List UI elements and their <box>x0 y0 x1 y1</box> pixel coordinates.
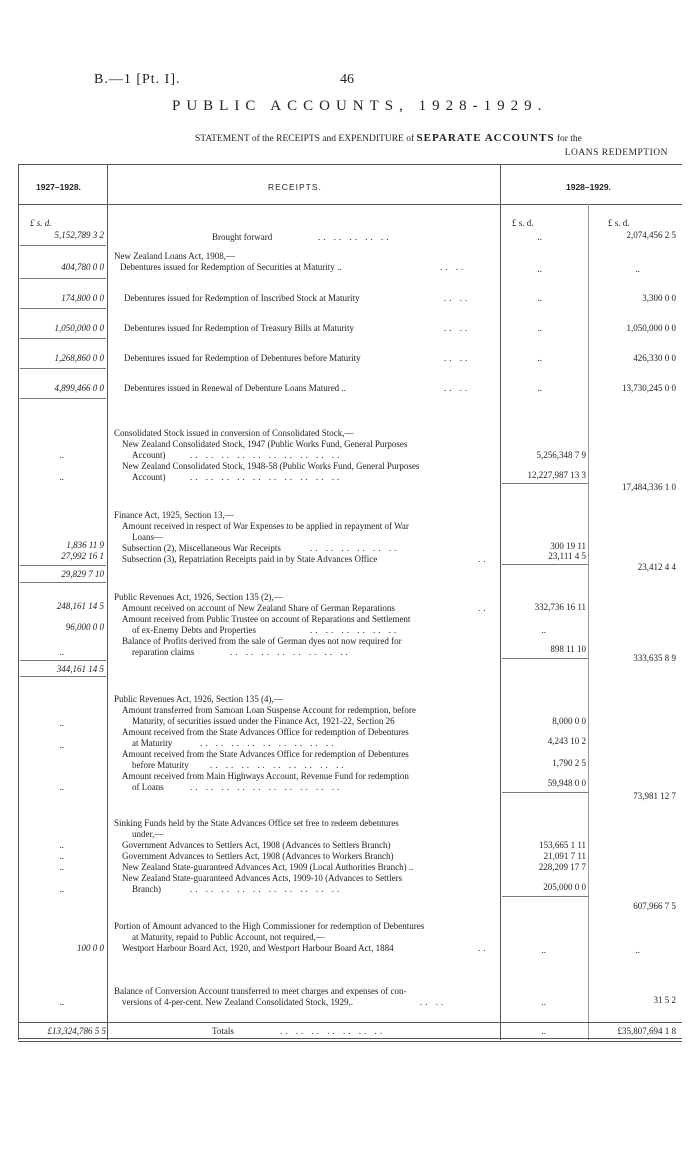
row-label: New Zealand State-guaranteed Advances Acts, 1909-10 (Advances to Settlers <box>122 873 403 883</box>
left-amount: .. <box>59 862 64 872</box>
table-top-rule <box>18 164 682 165</box>
leader-dots: .. .. <box>444 383 471 393</box>
right-amount: 3,300 0 0 <box>642 293 676 303</box>
row-label: of ex-Enemy Debts and Properties <box>132 625 256 635</box>
left-amount: .. <box>59 884 64 894</box>
mid-amount: .. <box>537 383 542 393</box>
section-heading: New Zealand Loans Act, 1908,— <box>114 251 235 261</box>
left-amount: 27,992 16 1 <box>61 551 104 561</box>
mid-amount: 21,091 7 11 <box>543 851 586 861</box>
currency-header-left: £ s. d. <box>30 218 52 228</box>
left-amount: 248,161 14 5 <box>56 601 104 611</box>
right-amount: 31 5 2 <box>653 995 676 1005</box>
row-label: reparation claims <box>132 647 195 657</box>
left-subtotal: 344,161 14 5 <box>56 664 104 674</box>
subtotal-rule <box>502 792 588 793</box>
subtotal-rule <box>502 483 588 484</box>
row-label: Subsection (3), Repatriation Receipts paid in by State Advances Office <box>122 554 378 564</box>
left-amount: .. <box>59 997 64 1007</box>
total-1927-1928: £13,324,786 5 5 <box>47 1026 106 1036</box>
right-amount: 23,412 4 4 <box>637 562 676 572</box>
mid-amount: 5,256,348 7 9 <box>536 450 586 460</box>
row-label: under,— <box>132 829 164 839</box>
right-amount: 13,730,245 0 0 <box>622 383 676 393</box>
left-amount: .. <box>59 647 64 657</box>
page-number: 46 <box>340 72 354 87</box>
left-amount: 174,800 0 0 <box>61 293 104 303</box>
row-label: Account) <box>132 450 166 460</box>
left-amount: 1,050,000 0 0 <box>54 323 104 333</box>
mid-amount: .. <box>537 293 542 303</box>
row-label: Debentures issued for Redemption of Securities at Maturity .. <box>120 262 342 272</box>
table-left-border <box>18 164 19 1040</box>
subtotal-rule <box>502 896 588 897</box>
right-amount: 2,074,456 2 5 <box>626 230 676 240</box>
leader-dots: .. .. .. .. .. .. .. .. <box>230 647 351 657</box>
right-amount: 333,635 8 9 <box>633 653 676 663</box>
left-amount: 96,000 0 0 <box>65 622 104 632</box>
left-amount: 404,780 0 0 <box>61 262 104 272</box>
row-label: Government Advances to Settlers Act, 1908 (Advances to Workers Branch) <box>122 851 394 861</box>
row-label: Balance of Profits derived from the sale of German dyes not now required for <box>122 636 402 646</box>
leader-dots: .. .. <box>444 353 471 363</box>
statement-subtitle <box>195 132 582 144</box>
leader-dots: .. <box>478 603 489 613</box>
mid-amount: .. <box>537 232 542 242</box>
left-amount: .. <box>59 851 64 861</box>
right-amount: 17,484,336 1 0 <box>622 482 676 492</box>
mid-amount: 59,948 0 0 <box>547 778 586 788</box>
leader-dots: .. .. <box>444 293 471 303</box>
row-rule <box>20 398 106 399</box>
subtitle-text-end: for the <box>556 134 582 144</box>
leader-dots: .. <box>478 554 489 564</box>
leader-dots: .. .. .. .. .. .. .. .. .. .. <box>190 884 343 894</box>
document-reference: B.—1 [Pt. I]. <box>94 72 181 87</box>
leader-dots: .. .. .. .. .. .. <box>310 543 400 553</box>
total-1928-1929: £35,807,694 1 8 <box>617 1026 676 1036</box>
leader-dots: .. .. .. .. .. .. .. .. .. <box>210 760 347 770</box>
leader-dots: .. .. .. .. .. .. <box>310 625 400 635</box>
right-amount: 426,330 0 0 <box>633 353 676 363</box>
mid-amount: .. <box>541 945 546 955</box>
row-label: Amount received on account of New Zealand Share of German Reparations <box>122 603 395 613</box>
mid-amount: .. <box>541 1026 546 1036</box>
right-amount: 607,966 7 5 <box>633 901 676 911</box>
column-heading-1928: 1928–1929. <box>566 182 611 192</box>
row-label: versions of 4-per-cent. New Zealand Consolidated Stock, 1929.. <box>122 997 354 1007</box>
mid-amount: 12,227,987 13 3 <box>527 470 586 480</box>
mid-amount: 1,790 2 5 <box>552 758 586 768</box>
row-rule <box>20 582 106 583</box>
account-name: LOANS REDEMPTION <box>564 148 668 158</box>
section-heading: Sinking Funds held by the State Advances Office set free to redeem debentures <box>114 818 399 828</box>
mid-amount: 898 11 10 <box>550 644 586 654</box>
currency-header-right: £ s. d. <box>608 218 630 228</box>
row-label: Balance of Conversion Account transferred to meet charges and expenses of con- <box>114 986 407 996</box>
row-label: at Maturity, repaid to Public Account, not required,— <box>132 932 325 942</box>
subtotal-rule <box>20 660 106 661</box>
row-label: Amount received from Public Trustee on account of Reparations and Settlement <box>122 614 411 624</box>
row-rule <box>20 308 106 309</box>
mid-amount: .. <box>537 264 542 274</box>
row-label: of Loans <box>132 782 164 792</box>
left-amount: .. <box>59 472 64 482</box>
left-amount: .. <box>59 740 64 750</box>
subtitle-text: STATEMENT of the RECEIPTS and EXPENDITURE of <box>195 134 415 144</box>
mid-amount: 23,111 4 5 <box>548 551 586 561</box>
mid-amount: 228,209 17 7 <box>538 862 586 872</box>
section-heading: Consolidated Stock issued in conversion of Consolidated Stock,— <box>114 428 354 438</box>
totals-double-rule <box>18 1041 682 1042</box>
left-amount: .. <box>59 840 64 850</box>
totals-top-rule <box>18 1022 682 1023</box>
row-label: Westport Harbour Board Act, 1920, and Westport Harbour Board Act, 1884 <box>122 943 394 953</box>
row-label: Amount transferred from Samoan Loan Suspense Account for redemption, before <box>122 705 416 715</box>
row-rule <box>20 278 106 279</box>
left-subtotal: 29,829 7 10 <box>61 569 104 579</box>
right-amount: .. <box>635 945 640 955</box>
row-label: Maturity, of securities issued under the Finance Act, 1921-22, Section 26 <box>132 716 395 726</box>
leader-dots: .. .. .. .. .. .. .. .. .. <box>200 738 337 748</box>
column-heading-1927: 1927–1928. <box>36 182 81 192</box>
row-label: Amount received from Main Highways Account, Revenue Fund for redemption <box>122 771 409 781</box>
subtitle-bold: SEPARATE ACCOUNTS <box>416 132 555 144</box>
row-label: Amount received in respect of War Expenses to be applied in repayment of War <box>122 521 409 531</box>
mid-amount: 332,736 16 11 <box>534 602 586 612</box>
leader-dots: .. .. .. .. .. <box>318 232 392 242</box>
right-amount: 1,050,000 0 0 <box>626 323 676 333</box>
column-heading-receipts: RECEIPTS. <box>268 182 322 192</box>
row-label: at Maturity <box>132 738 173 748</box>
left-amount: 5,152,789 3 2 <box>54 230 104 240</box>
leader-dots: .. <box>478 943 489 953</box>
row-label: Debentures issued for Redemption of Inscribed Stock at Maturity <box>124 293 360 303</box>
row-label: Loans— <box>132 532 163 542</box>
currency-header-mid: £ s. d. <box>512 218 534 228</box>
row-label: Amount received from the State Advances Office for redemption of Debentures <box>122 749 409 759</box>
row-label: Account) <box>132 472 166 482</box>
row-rule <box>20 338 106 339</box>
mid-amount: 300 19 11 <box>550 541 586 551</box>
column-divider-right <box>500 164 501 1040</box>
row-rule <box>20 676 106 677</box>
leader-dots: .. .. .. .. .. .. .. .. .. .. <box>190 472 343 482</box>
row-label: Debentures issued for Redemption of Treasury Bills at Maturity <box>124 323 354 333</box>
row-label: before Maturity <box>132 760 189 770</box>
mid-amount: .. <box>537 323 542 333</box>
right-amount: 73,981 12 7 <box>633 791 676 801</box>
mid-amount: 8,000 0 0 <box>552 716 586 726</box>
row-label: New Zealand Consolidated Stock, 1947 (Public Works Fund, General Purposes <box>122 439 408 449</box>
row-label: New Zealand State-guaranteed Advances Act, 1909 (Local Authorities Branch) .. <box>122 862 414 872</box>
subtotal-rule <box>502 564 588 565</box>
left-amount: .. <box>59 782 64 792</box>
header-bottom-rule <box>18 204 682 205</box>
row-label: Government Advances to Settlers Act, 1908 (Advances to Settlers Branch) <box>122 840 391 850</box>
mid-amount: 153,665 1 11 <box>539 840 586 850</box>
row-rule <box>20 245 106 246</box>
left-amount: 1,836 11 9 <box>66 540 104 550</box>
leader-dots: .. .. .. .. .. .. .. .. .. .. <box>190 450 343 460</box>
subtotal-rule <box>20 565 106 566</box>
row-label: Amount received from the State Advances Office for redemption of Debentures <box>122 727 409 737</box>
section-heading: Public Revenues Act, 1926, Section 135 (2),— <box>114 592 283 602</box>
leader-dots: .. .. <box>420 997 447 1007</box>
column-divider-amount <box>588 204 589 1040</box>
row-label: Debentures issued in Renewal of Debenture Loans Matured .. <box>124 383 346 393</box>
leader-dots: .. .. <box>444 323 471 333</box>
row-label: Brought forward <box>212 232 273 242</box>
section-heading: Finance Act, 1925, Section 13,— <box>114 510 234 520</box>
mid-amount: .. <box>541 997 546 1007</box>
mid-amount: 4,243 10 2 <box>547 736 586 746</box>
totals-bottom-rule <box>18 1038 682 1039</box>
row-label: New Zealand Consolidated Stock, 1948-58 (Public Works Fund, General Purposes <box>122 461 420 471</box>
leader-dots: .. .. .. .. .. .. .. <box>280 1026 385 1036</box>
mid-amount: .. <box>541 625 546 635</box>
right-amount: .. <box>635 264 640 274</box>
row-rule <box>20 368 106 369</box>
leader-dots: .. .. .. .. .. .. .. .. .. .. <box>190 782 343 792</box>
mid-amount: 205,000 0 0 <box>543 882 586 892</box>
row-label: Subsection (2), Miscellaneous War Receipts <box>122 543 281 553</box>
page-title: PUBLIC ACCOUNTS, 1928-1929. <box>172 98 548 114</box>
mid-amount: .. <box>537 353 542 363</box>
row-label: Branch) <box>132 884 161 894</box>
section-heading: Public Revenues Act, 1926, Section 135 (4),— <box>114 694 283 704</box>
leader-dots: .. .. <box>440 262 467 272</box>
left-amount: 100 0 0 <box>77 943 104 953</box>
left-amount: .. <box>59 718 64 728</box>
subtotal-rule <box>502 658 588 659</box>
row-label: Portion of Amount advanced to the High Commissioner for redemption of Debentures <box>114 921 425 931</box>
totals-label: Totals <box>212 1026 234 1036</box>
left-amount: 4,899,466 0 0 <box>54 383 104 393</box>
left-amount: .. <box>59 450 64 460</box>
row-label: Debentures issued for Redemption of Debentures before Maturity <box>124 353 361 363</box>
column-divider-left <box>107 164 108 1040</box>
left-amount: 1,268,860 0 0 <box>54 353 104 363</box>
